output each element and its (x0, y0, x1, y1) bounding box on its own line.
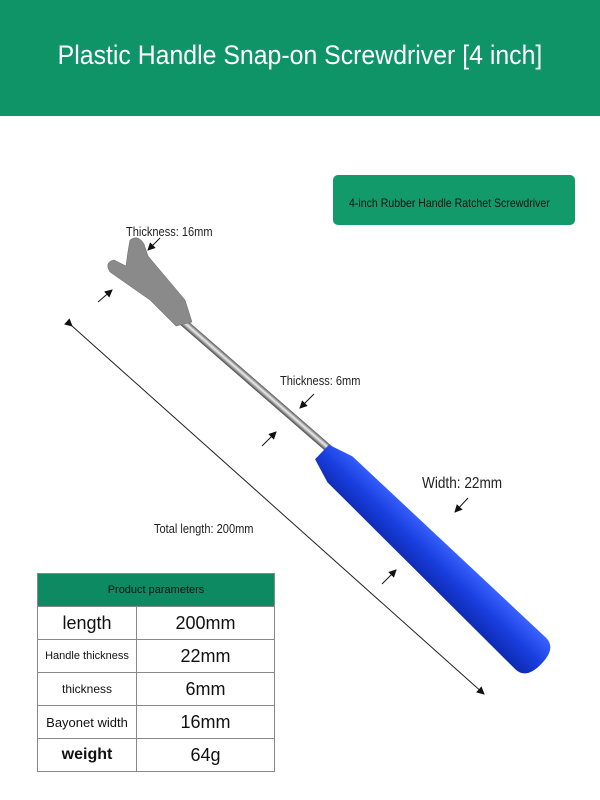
tip-thickness-label: Thickness: 16mm (126, 224, 213, 239)
param-value: 64g (137, 739, 275, 772)
handle-arrow-icon (382, 570, 396, 584)
handle-width-label: Width: 22mm (422, 475, 503, 492)
tip-arrow-icon (148, 238, 160, 250)
table-row (38, 640, 275, 673)
tip-arrow-icon (98, 290, 112, 302)
table-row (38, 673, 275, 706)
screwdriver-handle (307, 436, 557, 680)
param-key: weight (38, 739, 137, 772)
page-title: Plastic Handle Snap-on Screwdriver [4 inch] (57, 40, 543, 70)
table-title: Product parameters (38, 574, 275, 607)
table-row (38, 706, 275, 739)
badge-text: 4-inch Rubber Handle Ratchet Screwdriver (349, 196, 550, 210)
param-value: 200mm (137, 607, 275, 640)
shaft-arrow-icon (300, 394, 314, 408)
param-key: Bayonet width (38, 706, 137, 739)
table-row (38, 739, 275, 772)
total-length-label: Total length: 200mm (154, 521, 254, 536)
shaft-arrow-icon (262, 432, 276, 446)
shaft-thickness-label: Thickness: 6mm (280, 373, 361, 388)
param-key: length (38, 607, 137, 640)
fork-tip (108, 238, 192, 326)
param-value: 16mm (137, 706, 275, 739)
param-value: 6mm (137, 673, 275, 706)
product-parameters-table (37, 573, 275, 772)
param-value: 22mm (137, 640, 275, 673)
param-key: Handle thickness (38, 640, 137, 673)
table-row (38, 607, 275, 640)
param-key: thickness (38, 673, 137, 706)
handle-arrow-icon (455, 498, 468, 512)
